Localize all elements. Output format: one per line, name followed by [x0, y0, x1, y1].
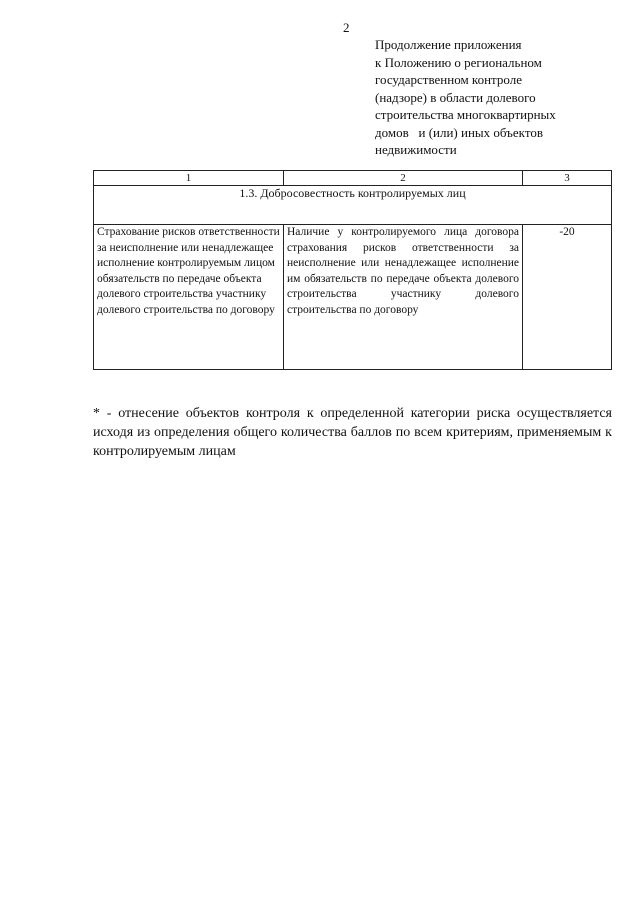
header-line: Продолжение приложения — [375, 37, 522, 52]
criteria-table — [93, 170, 612, 370]
table-row — [94, 225, 612, 370]
footnote: * - отнесение объектов контроля к определенной категории риска осуществляется исходя из определения общего количества баллов по всем критериям, применяемым к контролируемым лицам — [93, 406, 612, 459]
header-line: к Положению о региональном — [375, 54, 542, 70]
indicator-cell: Наличие у контролируемого лица договора страхования рисков ответственности за неисполнение или ненадлежащее исполнение им обязательств по передаче объекта долевого строительства участнику долевого строительства по договору — [284, 225, 523, 370]
criterion-cell: Страхование рисков ответственности за неисполнение или ненадлежащее исполнение контролируемым лицом обязательств по передаче объекта долевого строительства участнику долевого строительства по договору — [94, 225, 284, 370]
score-cell: -20 — [523, 225, 612, 370]
header-line: (надзоре) в области долевого — [375, 89, 536, 105]
page-number: 2 — [343, 20, 350, 35]
column-number: 3 — [523, 171, 612, 186]
header-line: недвижимости — [375, 142, 457, 157]
header-line: строительства многоквартирных — [375, 107, 556, 122]
header-line: домов и (или) иных объектов — [375, 124, 543, 140]
column-number: 1 — [94, 171, 284, 186]
appendix-header — [375, 36, 605, 159]
column-number-row — [94, 171, 612, 186]
section-row — [94, 186, 612, 225]
header-line: государственном контроле — [375, 72, 522, 87]
column-number: 2 — [284, 171, 523, 186]
section-title: 1.3. Добросовестность контролируемых лиц — [94, 186, 612, 225]
